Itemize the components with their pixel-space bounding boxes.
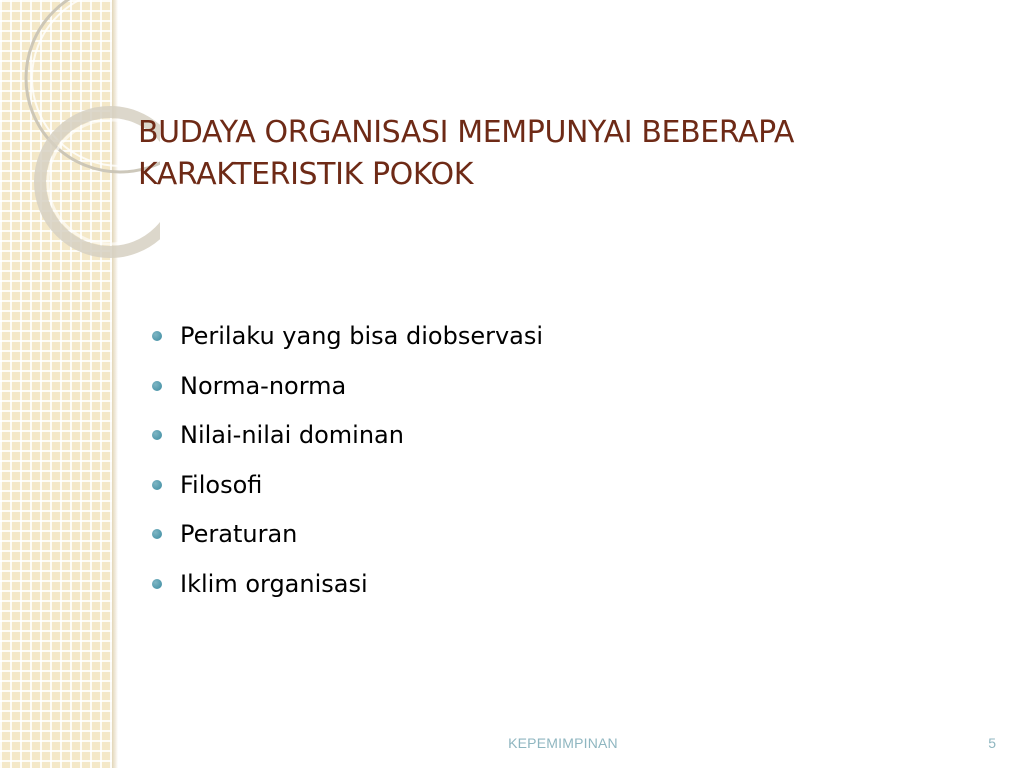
bullet-text: Iklim organisasi [180,569,368,598]
bullet-icon [152,381,162,391]
bullet-list [150,312,543,610]
bullet-text: Filosofi [180,470,263,499]
bullet-icon [152,480,162,490]
bullet-item [150,312,543,362]
bullet-item [150,362,543,412]
bullet-item [150,411,543,461]
bullet-text: Perilaku yang bisa diobservasi [180,322,544,350]
bullet-item [150,560,543,610]
bullet-text: Norma-norma [180,371,347,400]
page-number: 5 [988,735,996,751]
bullet-icon [152,331,162,341]
slide-footer: KEPEMIMPINAN [508,735,618,751]
bullet-icon [152,579,162,589]
bullet-icon [152,430,162,440]
bullet-item [150,510,543,560]
slide-title-line-1: BUDAYA ORGANISASI MEMPUNYAI BEBERAPA [138,115,795,150]
bullet-text: Nilai-nilai dominan [180,421,404,450]
bullet-text: Peraturan [180,520,298,549]
bullet-item [150,461,543,511]
decorative-rings-graphic [0,0,160,300]
bullet-icon [152,529,162,539]
slide-title-line-2: KARAKTERISTIK POKOK [138,157,473,192]
slide-title [138,112,968,196]
